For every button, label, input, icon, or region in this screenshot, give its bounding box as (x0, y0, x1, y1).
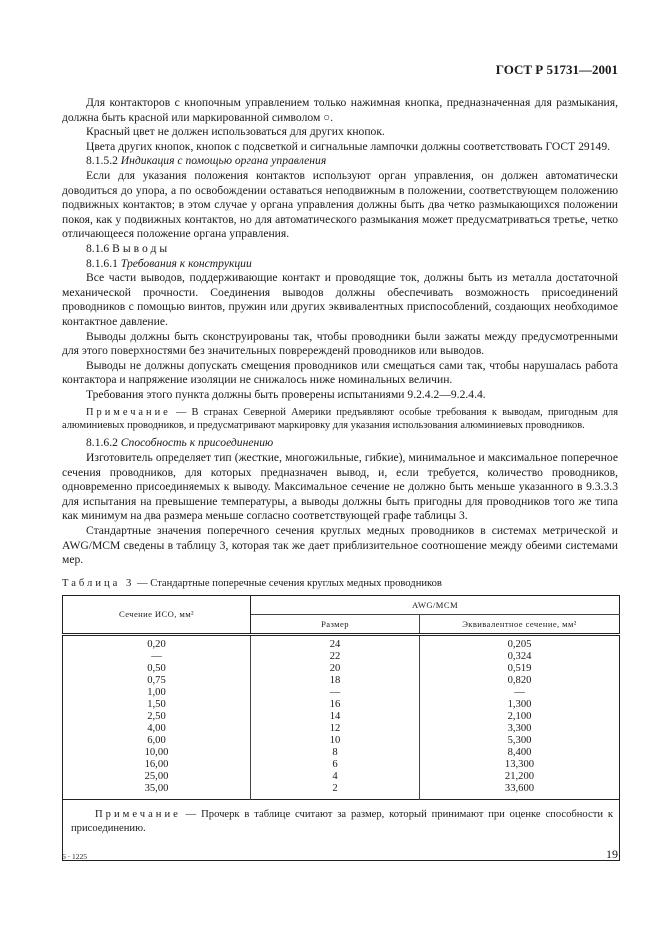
column-header-equiv: Эквивалентное сечение, мм² (420, 615, 620, 635)
section-number: 8.1.6.2 (86, 436, 118, 450)
iso-cell: 0,75 (147, 675, 166, 686)
equiv-column (420, 635, 620, 800)
paragraph: Цвета других кнопок, кнопок с подсветкой и сигнальные лампочки должны соответствовать ГОСТ 29149. (86, 139, 611, 153)
section-number: 8.1.6 (86, 241, 110, 255)
size-cell: 20 (329, 663, 341, 674)
size-cell: — (329, 687, 341, 698)
note-text: — В странах Северной Америки предъявляют особые требования к выводам, пригодным для алюминиевых проводников, и предусматривают маркировку для указания использования алюминиевых проводников. (62, 407, 618, 432)
iso-cell: 4,00 (147, 723, 166, 734)
section-heading (62, 257, 618, 272)
iso-cell: 0,20 (147, 639, 166, 650)
size-cell: 14 (329, 711, 341, 722)
page-number: 19 (606, 847, 618, 861)
size-cell: 18 (329, 675, 341, 686)
column-header-size: Размер (251, 615, 420, 635)
iso-cell: — (151, 651, 162, 662)
table-note (63, 800, 620, 861)
section-title: Требования к конструкции (120, 256, 252, 270)
equiv-cell: 21,200 (504, 771, 535, 782)
paragraph: Выводы должны быть сконструированы так, чтобы проводники были зажаты между предусмотренными для этого поверхностями без значительных поврережденй проводников или выводов. (62, 329, 618, 358)
paragraph: Красный цвет не должен использоваться для других кнопок. (86, 125, 385, 139)
equiv-cell: 0,820 (507, 675, 532, 686)
equiv-cell: 1,300 (507, 699, 532, 710)
paragraph: Все части выводов, поддерживающие контакт и проводящие ток, должны быть из металла достаточной механической прочности. Соединения выводов должны обеспечивать возможность присоединений проводников с помощью винтов, пружин или других эквивалентных приспособлений, создающих необходимое контактное давление. (62, 271, 618, 328)
equiv-cell: 5,300 (507, 735, 532, 746)
section-heading (62, 436, 618, 451)
iso-cell: 16,00 (144, 759, 169, 770)
paragraph: Если для указания положения контактов используют орган управления, он должен автоматически доводиться до упора, а по освобождении оставаться неподвижным в положении, соответствующем положению подвижных контактов; в этом случае у органа управления должны быть два четко размыкающихся положении покоя, как у подвижных контактов, но для автоматического размыкания может предусматриваться третье, четко отличающееся положение органа управления. (62, 168, 618, 241)
equiv-cell: 33,600 (504, 783, 535, 794)
section-number: 8.1.6.1 (86, 256, 118, 270)
section-title: Способность к присоединению (120, 436, 274, 450)
note-text: — Прочерк в таблице считают за размер, который принимают при оценке способности к присоединению. (71, 809, 613, 834)
paragraph: Изготовитель определяет тип (жесткие, многожильные, гибкие), минимальное и максимальное поперечное сечения проводников, для которых предназначен вывод, и, если требуется, количество проводников, одновременно присоединяемых к выводу. Максимальное сечение не должно быть меньше указанного в 9.3.3.3 для испытания на превышение температуры, а выводы должны быть пригодны для проводников того же типа как минимум на два размера меньше согласно соответствующей графе таблицы 3. (62, 451, 618, 523)
section-title: Выводы (112, 241, 171, 255)
body-text (62, 96, 618, 568)
equiv-cell: 13,300 (504, 759, 535, 770)
size-column (251, 635, 420, 800)
equiv-cell: 0,519 (507, 663, 532, 674)
size-cell: 10 (329, 735, 341, 746)
size-cell: 2 (332, 783, 338, 794)
note (62, 406, 618, 432)
size-cell: 4 (332, 771, 338, 782)
section-heading (62, 242, 618, 257)
equiv-cell: 8,400 (507, 747, 532, 758)
size-cell: 6 (332, 759, 338, 770)
iso-cell: 6,00 (147, 735, 166, 746)
equiv-cell: 0,205 (507, 639, 532, 650)
equiv-cell: 0,324 (507, 651, 532, 662)
section-title: Индикация с помощью органа управления (120, 154, 327, 168)
size-cell: 8 (332, 747, 338, 758)
equiv-cell: 3,300 (507, 723, 532, 734)
iso-cell: 25,00 (144, 771, 169, 782)
paragraph: Стандартные значения поперечного сечения круглых медных проводников в системах метрической и AWG/MCM сведены в таблицу 3, которая так же дает приблизительное соотношение между обеими системами мер. (62, 524, 618, 567)
iso-cell: 0,50 (147, 663, 166, 674)
conductor-table (62, 595, 620, 861)
caption-text: — Стандартные поперечные сечения круглых медных проводников (134, 578, 442, 589)
note-label: Примечание (86, 407, 171, 419)
column-group-awg: AWG/MCM (251, 596, 620, 615)
size-cell: 22 (329, 651, 341, 662)
paragraph: Для контакторов с кнопочным управлением только нажимная кнопка, предназначенная для размыкания, должна быть красной или маркированной символом ○. (62, 96, 618, 124)
size-cell: 12 (329, 723, 341, 734)
equiv-cell: — (514, 687, 525, 698)
column-header-iso: Сечение ИСО, мм² (63, 596, 251, 635)
iso-column (63, 635, 251, 800)
iso-cell: 2,50 (147, 711, 166, 722)
section-heading (62, 154, 618, 169)
paragraph: Выводы не должны допускать смещения проводников или смещаться сами так, чтобы нарушалась работа контактора и напряжение изоляции не снижалось ниже номинальных величин. (62, 358, 618, 387)
standard-code: ГОСТ Р 51731—2001 (495, 62, 618, 77)
section-number: 8.1.5.2 (86, 154, 118, 168)
iso-cell: 1,50 (147, 699, 166, 710)
iso-cell: 10,00 (144, 747, 169, 758)
size-cell: 16 (329, 699, 341, 710)
size-cell: 24 (329, 639, 341, 650)
iso-cell: 1,00 (147, 687, 166, 698)
equiv-cell: 2,100 (507, 711, 532, 722)
note-label: Примечание (95, 809, 181, 820)
table-caption (62, 577, 442, 592)
iso-cell: 35,00 (144, 783, 169, 794)
print-code: 6 · 1225 (62, 852, 87, 861)
caption-label: Таблица 3 (62, 578, 135, 589)
paragraph: Требования этого пункта должны быть проверены испытаниями 9.2.4.2—9.2.4.4. (86, 387, 486, 401)
